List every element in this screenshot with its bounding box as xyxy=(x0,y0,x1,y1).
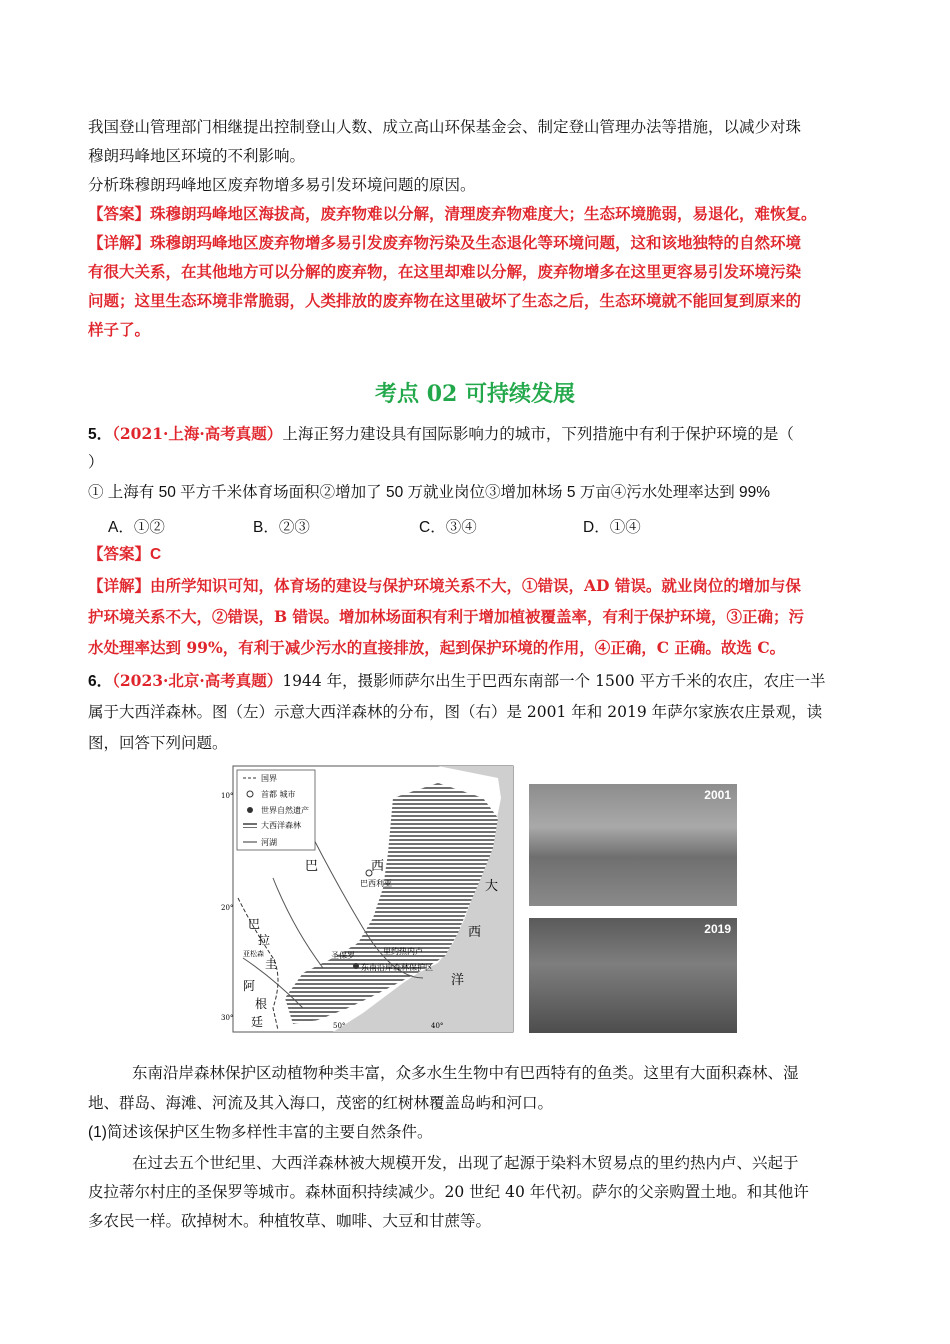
legend-forest: 大西洋森林 xyxy=(261,821,301,830)
legend-capital: 首都 城市 xyxy=(261,790,296,799)
q4-question: 分析珠穆朗玛峰地区废弃物增多易引发环境问题的原因。 xyxy=(88,176,476,194)
q4-detail-line-2: 有很大关系，在其他地方可以分解的废弃物，在这里却难以分解，废弃物增多在这里更容易引发环境污染 xyxy=(88,262,802,281)
heritage-marker xyxy=(353,963,359,969)
label-rio: 里约热内卢 xyxy=(383,947,423,956)
q6-para1-line-1: 东南沿岸森林保护区动植物种类丰富，众多水生生物中有巴西特有的鱼类。这里有大面积森林、湿 xyxy=(132,1064,799,1082)
label-ba: 巴 xyxy=(305,859,319,874)
label-xi2: 西 xyxy=(468,925,482,940)
answer-tag: 【答案】 xyxy=(88,204,151,223)
q5-answer xyxy=(88,544,161,565)
legend-heritage-symbol xyxy=(247,807,253,813)
question-source: （2021·上海·高考真题） xyxy=(112,424,283,443)
q6-para2-line-1: 在过去五个世纪里、大西洋森林被大规模开发，出现了起源于染料木贸易点的里约热内卢、兴起于 xyxy=(132,1154,799,1172)
tick-lat30: 30° xyxy=(221,1014,234,1022)
label-gui: 圭 xyxy=(265,957,278,971)
photo-year-2001: 2001 xyxy=(704,788,731,802)
q6-stem-line-3: 图，回答下列问题。 xyxy=(88,734,228,752)
q4-detail-line-3: 问题；这里生态环境非常脆弱，人类排放的废弃物在这里破坏了生态之后，生态环境就不能回复到原来的 xyxy=(88,291,802,310)
q4-stem-line-1: 我国登山管理部门相继提出控制登山人数、成立高山环保基金会、制定登山管理办法等措施，以减少对珠 xyxy=(88,118,802,136)
option-d[interactable]: D．①④ xyxy=(583,519,641,536)
answer-text: C xyxy=(150,546,162,563)
legend-river: 河湖 xyxy=(261,838,277,847)
option-c[interactable]: C．③④ xyxy=(419,519,477,536)
label-ting: 廷 xyxy=(251,1015,264,1029)
question-text: 1944 年，摄影师萨尔出生于巴西东南部一个 1500 平方千米的农庄，农庄一半 xyxy=(282,672,826,690)
question-source: （2023·北京·高考真题） xyxy=(112,671,283,690)
question-number: 6． xyxy=(88,673,113,690)
option-a[interactable]: A．①② xyxy=(108,519,165,536)
tick-lat10: 10° xyxy=(221,792,234,800)
tick-lat20: 20° xyxy=(221,904,234,912)
detail-text: 珠穆朗玛峰地区废弃物增多易引发废弃物污染及生态退化等环境问题，这和该地独特的自然环境 xyxy=(150,233,802,252)
answer-text: 珠穆朗玛峰地区海拔高，废弃物难以分解，清理废弃物难度大；生态环境脆弱，易退化，难恢复。 xyxy=(150,204,817,223)
tick-lon50: 50° xyxy=(333,1022,346,1030)
detail-tag: 【详解】 xyxy=(88,576,151,595)
figure xyxy=(213,758,737,1034)
option-b[interactable]: B．②③ xyxy=(253,519,310,536)
label-gen: 根 xyxy=(255,997,268,1011)
q5-stem-line-2: ） xyxy=(88,453,104,471)
q6-sub-question-1: (1)简述该保护区生物多样性丰富的主要自然条件。 xyxy=(88,1124,433,1141)
photo-2019 xyxy=(529,918,737,1033)
detail-tag: 【详解】 xyxy=(88,233,151,252)
question-text: 上海正努力建设具有国际影响力的城市，下列措施中有利于保护环境的是（ xyxy=(282,425,794,443)
atlantic-forest-map xyxy=(213,758,518,1034)
answer-tag: 【答案】 xyxy=(88,544,151,563)
q5-stem xyxy=(88,424,794,445)
label-ba2: 巴 xyxy=(248,917,261,931)
tick-lon40: 40° xyxy=(431,1022,444,1030)
legend-border: 国界 xyxy=(261,774,277,783)
q4-stem-line-2: 穆朗玛峰地区环境的不利影响。 xyxy=(88,147,306,165)
q6-para2-line-2: 皮拉蒂尔村庄的圣保罗等城市。森林面积持续减少。20 世纪 40 年代初。萨尔的父亲购置土地。和其他许 xyxy=(88,1183,809,1201)
detail-text: 由所学知识可知，体育场的建设与保护环境关系不大，①错误，AD 错误。就业岗位的增加与保 xyxy=(150,576,801,595)
photo-year-2019: 2019 xyxy=(704,922,731,936)
legend-forest-symbol xyxy=(243,822,257,828)
legend-heritage: 世界自然遗产 xyxy=(261,806,309,815)
photo-2001 xyxy=(529,784,737,906)
q4-detail-line-4: 样子了。 xyxy=(88,320,151,339)
label-yasong: 亚松森 xyxy=(243,950,264,958)
q6-para2-line-3: 多农民一样。砍掉树木。种植牧草、咖啡、大豆和甘蔗等。 xyxy=(88,1212,492,1230)
label-da: 大 xyxy=(485,879,499,894)
label-yang: 洋 xyxy=(451,973,465,988)
q4-detail-line-1 xyxy=(88,233,801,253)
label-a: 阿 xyxy=(243,979,256,993)
q5-items: ① 上海有 50 平方千米体育场面积②增加了 50 万就业岗位③增加林场 5 万亩④污水处理率达到 99% xyxy=(88,484,771,501)
label-xi: 西 xyxy=(371,859,385,874)
q6-stem-line-2: 属于大西洋森林。图（左）示意大西洋森林的分布，图（右）是 2001 年和 2019 年萨尔家族农庄景观，读 xyxy=(88,703,823,721)
q5-detail-line-3: 水处理率达到 99%，有利于减少污水的直接排放，起到保护环境的作用，④正确，C 正确。故选 C。 xyxy=(88,638,786,657)
question-number: 5． xyxy=(88,426,113,443)
section-title: 考点 02 可持续发展 xyxy=(375,381,575,407)
q5-detail-line-2: 护环境关系不大，②错误，B 错误。增加林场面积有利于增加植被覆盖率，有利于保护环境，③正确；污 xyxy=(88,607,805,626)
label-reserve: 东南沿岸森林保护区 xyxy=(361,963,433,972)
q5-detail-line-1 xyxy=(88,576,801,596)
label-brasilia: 巴西利亚 xyxy=(360,879,392,888)
label-saopaulo: 圣保罗 xyxy=(331,951,355,960)
q4-answer xyxy=(88,204,817,224)
label-la: 拉 xyxy=(258,933,271,947)
q6-para1-line-2: 地、群岛、海滩、河流及其入海口，茂密的红树林覆盖岛屿和河口。 xyxy=(88,1094,554,1112)
q6-stem-line-1 xyxy=(88,671,826,692)
